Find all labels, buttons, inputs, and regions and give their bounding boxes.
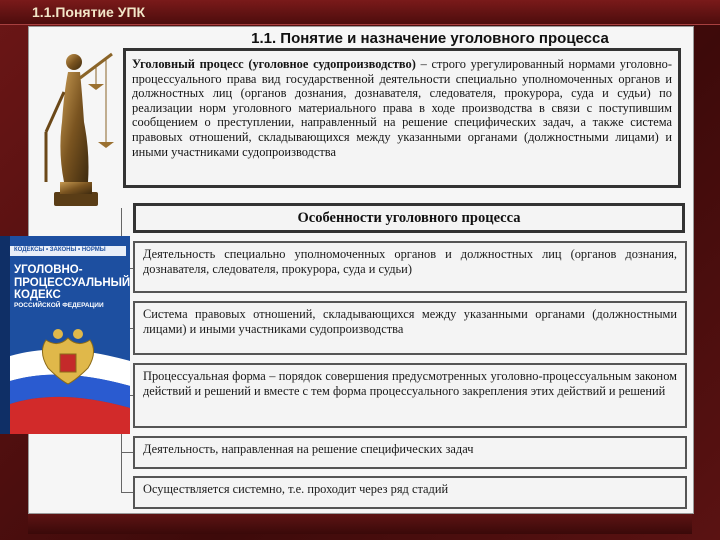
connector-tick <box>121 452 133 453</box>
themis-statue-image <box>34 32 118 212</box>
feature-item: Осуществляется системно, т.е. проходит через ряд стадий <box>133 476 687 509</box>
feature-item: Деятельность специально уполномоченных органов и должностных лиц (органов дознания, дознавателя, следователя, прокурора, суда и судьи) <box>133 241 687 293</box>
book-tags: КОДЕКСЫ • ЗАКОНЫ • НОРМЫ <box>14 247 106 253</box>
feature-item: Система правовых отношений, складывающихся между указанными органами (должностными лицами) и иными участниками судопроизводства <box>133 301 687 355</box>
features-title-box: Особенности уголовного процесса <box>133 203 685 233</box>
book-subtitle: РОССИЙСКОЙ ФЕДЕРАЦИИ <box>14 302 104 309</box>
title-bar <box>0 0 720 25</box>
connector-tick <box>121 492 133 493</box>
slide-section-title: 1.1.Понятие УПК <box>32 4 146 20</box>
definition-text: – строго урегулированный нормами уголовно-процессуального права вид государственной деятельности специально уполномоченных органов и должностных лиц (органов дознания, дознавателя, следователя, прокурора, суда и судьи) по реализации норм уголовного материального права в ходе производства в связи с поступившим сообщением о преступлении, направленный на решение специфических задач, а также система правовых отношений, складывающихся между указанными органами (должностными лицами) и иными участниками судопроизводства <box>132 57 672 159</box>
slide-heading: 1.1. Понятие и назначение уголовного процесса <box>251 30 609 47</box>
book-title: УГОЛОВНО-ПРОЦЕССУАЛЬНЫЙ КОДЕКС <box>14 264 131 301</box>
definition-box <box>123 48 681 188</box>
feature-item: Процессуальная форма – порядок совершения предусмотренных уголовно-процессуальным законом действий и решений и вместе с тем форма процессуального закрепления этих действий и решений <box>133 363 687 428</box>
bottom-bar <box>28 514 692 534</box>
definition-term: Уголовный процесс (уголовное судопроизводство) <box>132 57 416 71</box>
code-book-image <box>0 236 130 434</box>
feature-item: Деятельность, направленная на решение специфических задач <box>133 436 687 469</box>
